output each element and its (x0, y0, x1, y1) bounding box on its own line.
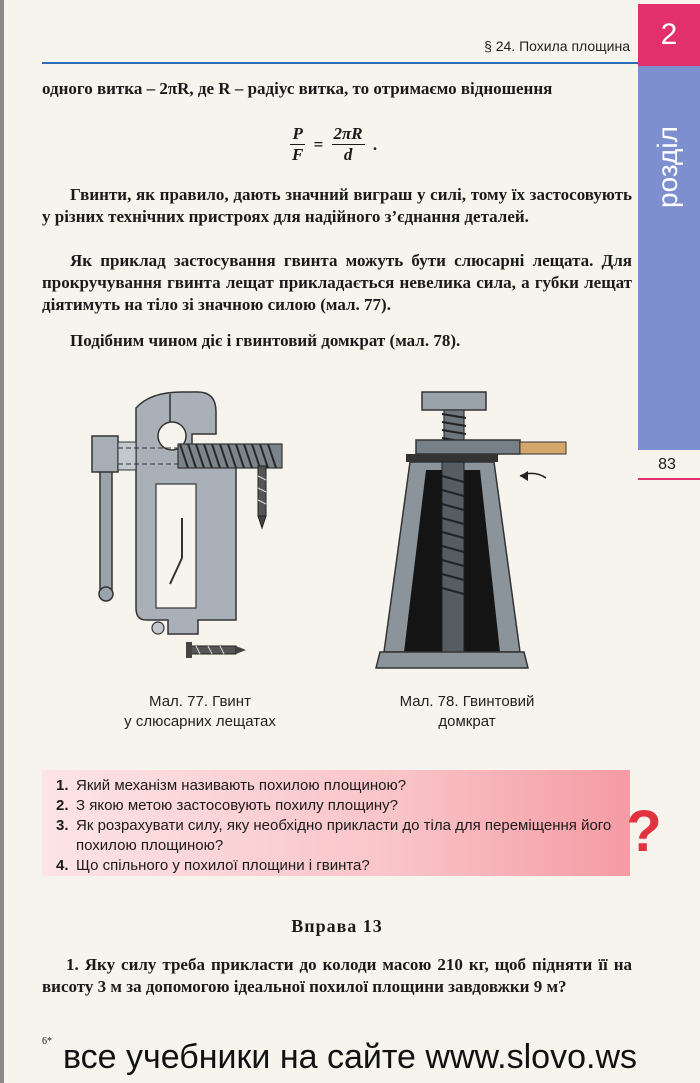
exercise-title: Вправа 13 (291, 916, 383, 936)
figure-77-caption-line1: Мал. 77. Гвинт (149, 693, 251, 710)
vise-illustration (86, 388, 296, 670)
review-questions-list (56, 776, 616, 876)
question-item (56, 856, 616, 876)
figure-78-caption-line2: домкрат (438, 713, 496, 730)
figure-77-caption-line2: у слюсарних лещатах (124, 713, 276, 730)
figure-78-caption-line1: Мал. 78. Гвинтовий (399, 693, 535, 710)
paragraph-4: Подібним чином діє і гвинтовий домкрат (мал. 78). (70, 331, 461, 350)
paragraph-2: Гвинти, як правило, дають значний виграш у силі, тому їх застосовують у різних технічних пристроях для надійного з’єднання деталей. (42, 185, 632, 226)
section-header: § 24. Похила площина (484, 38, 630, 54)
question-item (56, 776, 616, 796)
formula-lhs-den: F (292, 145, 304, 164)
question-mark-icon: ? (626, 799, 662, 864)
question-number: 2. (56, 797, 69, 814)
page-edge (0, 0, 4, 1083)
screw-jack-illustration (370, 384, 570, 678)
figure-77-caption (90, 692, 310, 732)
question-text: Як розрахувати силу, яку необхідно прикласти до тіла для переміщення його похилою площиною? (76, 817, 612, 854)
question-number: 1. (56, 777, 69, 794)
question-text: Який механізм називають похилою площиною? (76, 777, 407, 794)
sheet-mark: 6* (42, 1036, 52, 1047)
chapter-number-tab: 2 (638, 4, 700, 66)
question-text: Що спільного у похилої площини і гвинта? (76, 857, 370, 874)
exercise-task-1: 1. Яку силу треба прикласти до колоди масою 210 кг, щоб підняти її на висоту 3 м за допомогою ідеальної похилої площини завдовжки 9 м? (42, 955, 632, 996)
figure-78-caption (362, 692, 572, 732)
question-number: 4. (56, 857, 69, 874)
page-number-rule (638, 478, 700, 480)
chapter-word: розділ (652, 126, 683, 208)
formula-rhs-num: 2πR (333, 124, 363, 143)
footer-banner: все учебники на сайте www.slovo.ws (62, 1038, 637, 1076)
ratio-formula (290, 124, 381, 165)
paragraph-3: Як приклад застосування гвинта можуть бути слюсарні лещата. Для прокручування гвинта лещат прикладається невелика сила, а губки лещат діятимуть на тіло зі значною силою (мал. 77). (42, 251, 632, 314)
question-text: З якою метою застосовують похилу площину? (76, 797, 398, 814)
formula-equals: = (313, 134, 324, 154)
formula-lhs-num: P (290, 124, 305, 145)
header-rule (42, 62, 638, 64)
formula-lhs (290, 124, 305, 165)
question-item (56, 816, 616, 856)
question-number: 3. (56, 817, 69, 834)
paragraph-1: одного витка – 2πR, де R – радіус витка, то отримаємо відношення (42, 79, 553, 98)
page-number: 83 (658, 456, 676, 473)
formula-rhs-den: d (343, 145, 353, 164)
formula-rhs (332, 124, 365, 165)
question-item (56, 796, 616, 816)
chapter-side-band (638, 66, 700, 450)
formula-period: . (372, 134, 378, 154)
